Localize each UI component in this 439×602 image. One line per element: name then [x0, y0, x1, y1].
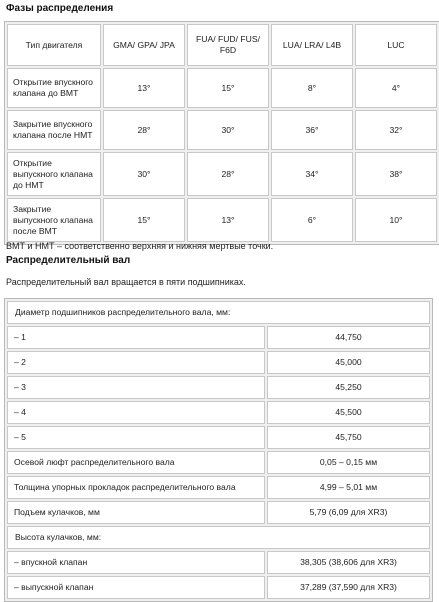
bearing-label: – 2	[7, 351, 265, 374]
bearing-diameter-header: Диаметр подшипников распределительного вала, мм:	[7, 301, 430, 324]
bearing-label: – 5	[7, 426, 265, 449]
table-cell: 13°	[187, 198, 269, 242]
table-row	[7, 68, 437, 108]
cam-lift-label: Подъем кулачков, мм	[7, 501, 265, 524]
table-row	[7, 376, 430, 399]
table-row	[7, 426, 430, 449]
table-row	[7, 526, 430, 549]
cam-lift-value: 5,79 (6,09 для XR3)	[267, 501, 430, 524]
table-row	[7, 198, 437, 242]
cam-height-label: – выпускной клапан	[7, 576, 265, 599]
bearing-value: 45,500	[267, 401, 430, 424]
table-cell: 6°	[271, 198, 353, 242]
row-label: Открытие выпускного клапана до НМТ	[7, 152, 101, 196]
thrust-washer-value: 4,99 – 5,01 мм	[267, 476, 430, 499]
row-label: Закрытие впускного клапана после НМТ	[7, 110, 101, 150]
bearing-value: 45,750	[267, 426, 430, 449]
table-cell: 13°	[103, 68, 185, 108]
table-cell: 10°	[355, 198, 437, 242]
table-cell: 30°	[103, 152, 185, 196]
camshaft-title: Распределительный вал	[6, 255, 131, 266]
bearing-value: 45,250	[267, 376, 430, 399]
valve-timing-table	[4, 21, 439, 245]
bearing-label: – 3	[7, 376, 265, 399]
row-label: Закрытие выпускного клапана после ВМТ	[7, 198, 101, 242]
table-cell: 36°	[271, 110, 353, 150]
header-fua-fud-fus-f6d: FUA/ FUD/ FUS/ F6D	[187, 24, 269, 66]
bearing-value: 45,000	[267, 351, 430, 374]
table-cell: 32°	[355, 110, 437, 150]
table-cell: 28°	[187, 152, 269, 196]
table-cell: 15°	[103, 198, 185, 242]
cam-height-value: 37,289 (37,590 для XR3)	[267, 576, 430, 599]
table-row	[7, 152, 437, 196]
cam-height-label: – впускной клапан	[7, 551, 265, 574]
table-cell: 34°	[271, 152, 353, 196]
table-row	[7, 351, 430, 374]
table-cell: 28°	[103, 110, 185, 150]
header-lua-lra-l4b: LUA/ LRA/ L4B	[271, 24, 353, 66]
table-cell: 15°	[187, 68, 269, 108]
header-engine-type: Тип двигателя	[7, 24, 101, 66]
table-cell: 4°	[355, 68, 437, 108]
camshaft-intro: Распределительный вал вращается в пяти подшипниках.	[6, 277, 246, 287]
bearing-value: 44,750	[267, 326, 430, 349]
camshaft-table	[4, 298, 433, 602]
table-row	[7, 110, 437, 150]
bearing-label: – 1	[7, 326, 265, 349]
table-cell: 38°	[355, 152, 437, 196]
table-row	[7, 551, 430, 574]
axial-play-value: 0,05 – 0,15 мм	[267, 451, 430, 474]
table-row	[7, 326, 430, 349]
table-row	[7, 476, 430, 499]
table-row	[7, 301, 430, 324]
bearing-label: – 4	[7, 401, 265, 424]
row-label: Открытие впускного клапана до ВМТ	[7, 68, 101, 108]
dead-centers-footnote: ВМТ и НМТ – соответственно верхняя и нижняя мертвые точки.	[6, 241, 274, 251]
table-row	[7, 501, 430, 524]
table-cell: 30°	[187, 110, 269, 150]
thrust-washer-label: Толщина упорных прокладок распределительного вала	[7, 476, 265, 499]
table-row	[7, 576, 430, 599]
table-cell: 8°	[271, 68, 353, 108]
header-luc: LUC	[355, 24, 437, 66]
table-header-row	[7, 24, 437, 66]
table-row	[7, 451, 430, 474]
axial-play-label: Осевой люфт распределительного вала	[7, 451, 265, 474]
cam-height-header: Высота кулачков, мм:	[7, 526, 430, 549]
table-row	[7, 401, 430, 424]
cam-height-value: 38,305 (38,606 для XR3)	[267, 551, 430, 574]
valve-timing-title: Фазы распределения	[6, 3, 114, 14]
header-gma-gpa-jpa: GMA/ GPA/ JPA	[103, 24, 185, 66]
